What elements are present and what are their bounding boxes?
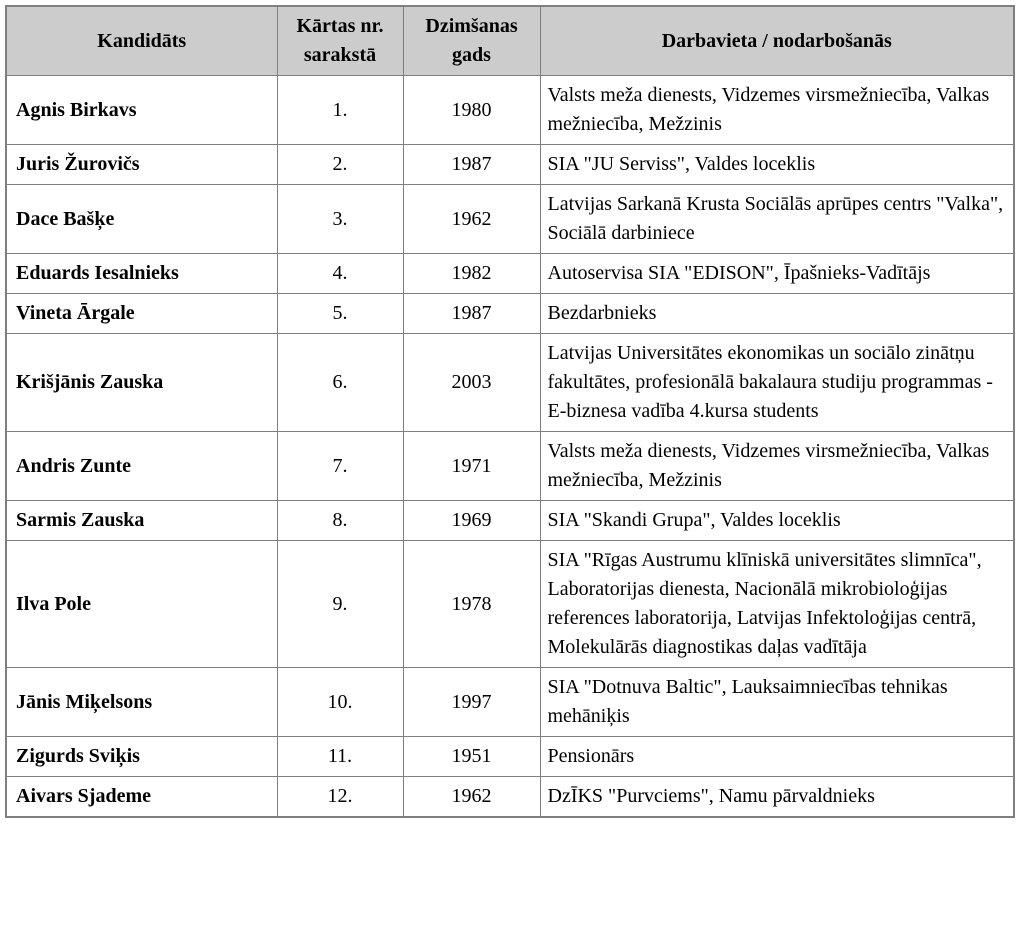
table-row <box>6 668 1014 737</box>
order-number-cell: 1. <box>277 76 403 145</box>
table-row <box>6 294 1014 334</box>
candidate-name-cell: Juris Žurovičs <box>6 145 277 185</box>
table-row <box>6 76 1014 145</box>
occupation-cell: Pensionārs <box>540 737 1014 777</box>
birth-year-cell: 1982 <box>403 254 540 294</box>
occupation-cell: DzĪKS "Purvciems", Namu pārvaldnieks <box>540 777 1014 818</box>
table-row <box>6 334 1014 432</box>
occupation-cell: Valsts meža dienests, Vidzemes virsmežniecība, Valkas mežniecība, Mežzinis <box>540 76 1014 145</box>
column-header-kartas-nr: Kārtas nr. sarakstā <box>277 6 403 76</box>
birth-year-cell: 1978 <box>403 541 540 668</box>
column-header-kandidats: Kandidāts <box>6 6 277 76</box>
column-header-darbavieta: Darbavieta / nodarbošanās <box>540 6 1014 76</box>
order-number-cell: 6. <box>277 334 403 432</box>
occupation-cell: Valsts meža dienests, Vidzemes virsmežniecība, Valkas mežniecība, Mežzinis <box>540 432 1014 501</box>
table-row <box>6 145 1014 185</box>
order-number-cell: 4. <box>277 254 403 294</box>
occupation-cell: SIA "Dotnuva Baltic", Lauksaimniecības tehnikas mehāniķis <box>540 668 1014 737</box>
table-row <box>6 777 1014 818</box>
candidate-name-cell: Vineta Ārgale <box>6 294 277 334</box>
candidates-table <box>5 5 1015 818</box>
order-number-cell: 10. <box>277 668 403 737</box>
occupation-cell: SIA "Skandi Grupa", Valdes loceklis <box>540 501 1014 541</box>
birth-year-cell: 1962 <box>403 185 540 254</box>
occupation-cell: Latvijas Universitātes ekonomikas un sociālo zinātņu fakultātes, profesionālā bakalaura studiju programmas - E-biznesa vadība 4.kursa students <box>540 334 1014 432</box>
birth-year-cell: 1971 <box>403 432 540 501</box>
birth-year-cell: 1980 <box>403 76 540 145</box>
order-number-cell: 9. <box>277 541 403 668</box>
candidate-name-cell: Aivars Sjademe <box>6 777 277 818</box>
occupation-cell: Autoservisa SIA "EDISON", Īpašnieks-Vadītājs <box>540 254 1014 294</box>
candidate-name-cell: Zigurds Sviķis <box>6 737 277 777</box>
order-number-cell: 11. <box>277 737 403 777</box>
birth-year-cell: 1951 <box>403 737 540 777</box>
candidate-name-cell: Agnis Birkavs <box>6 76 277 145</box>
candidate-name-cell: Krišjānis Zauska <box>6 334 277 432</box>
candidate-name-cell: Ilva Pole <box>6 541 277 668</box>
candidate-name-cell: Andris Zunte <box>6 432 277 501</box>
candidate-name-cell: Jānis Miķelsons <box>6 668 277 737</box>
table-row <box>6 432 1014 501</box>
occupation-cell: Bezdarbnieks <box>540 294 1014 334</box>
birth-year-cell: 1987 <box>403 145 540 185</box>
occupation-cell: Latvijas Sarkanā Krusta Sociālās aprūpes centrs "Valka", Sociālā darbiniece <box>540 185 1014 254</box>
birth-year-cell: 2003 <box>403 334 540 432</box>
candidate-name-cell: Eduards Iesalnieks <box>6 254 277 294</box>
header-row <box>6 6 1014 76</box>
order-number-cell: 2. <box>277 145 403 185</box>
table-row <box>6 737 1014 777</box>
order-number-cell: 12. <box>277 777 403 818</box>
birth-year-cell: 1997 <box>403 668 540 737</box>
birth-year-cell: 1969 <box>403 501 540 541</box>
order-number-cell: 3. <box>277 185 403 254</box>
occupation-cell: SIA "Rīgas Austrumu klīniskā universitātes slimnīca", Laboratorijas dienesta, Nacionālā mikrobioloģijas references laboratorija, Latvijas Infektoloģijas centrā, Molekulārās diagnostikas daļas vadītāja <box>540 541 1014 668</box>
candidate-name-cell: Dace Bašķe <box>6 185 277 254</box>
order-number-cell: 7. <box>277 432 403 501</box>
table-row <box>6 541 1014 668</box>
column-header-dzimsanas-gads: Dzimšanas gads <box>403 6 540 76</box>
birth-year-cell: 1987 <box>403 294 540 334</box>
table-row <box>6 185 1014 254</box>
order-number-cell: 8. <box>277 501 403 541</box>
birth-year-cell: 1962 <box>403 777 540 818</box>
table-row <box>6 501 1014 541</box>
table-body <box>6 76 1014 818</box>
occupation-cell: SIA "JU Serviss", Valdes loceklis <box>540 145 1014 185</box>
candidate-name-cell: Sarmis Zauska <box>6 501 277 541</box>
order-number-cell: 5. <box>277 294 403 334</box>
table-row <box>6 254 1014 294</box>
